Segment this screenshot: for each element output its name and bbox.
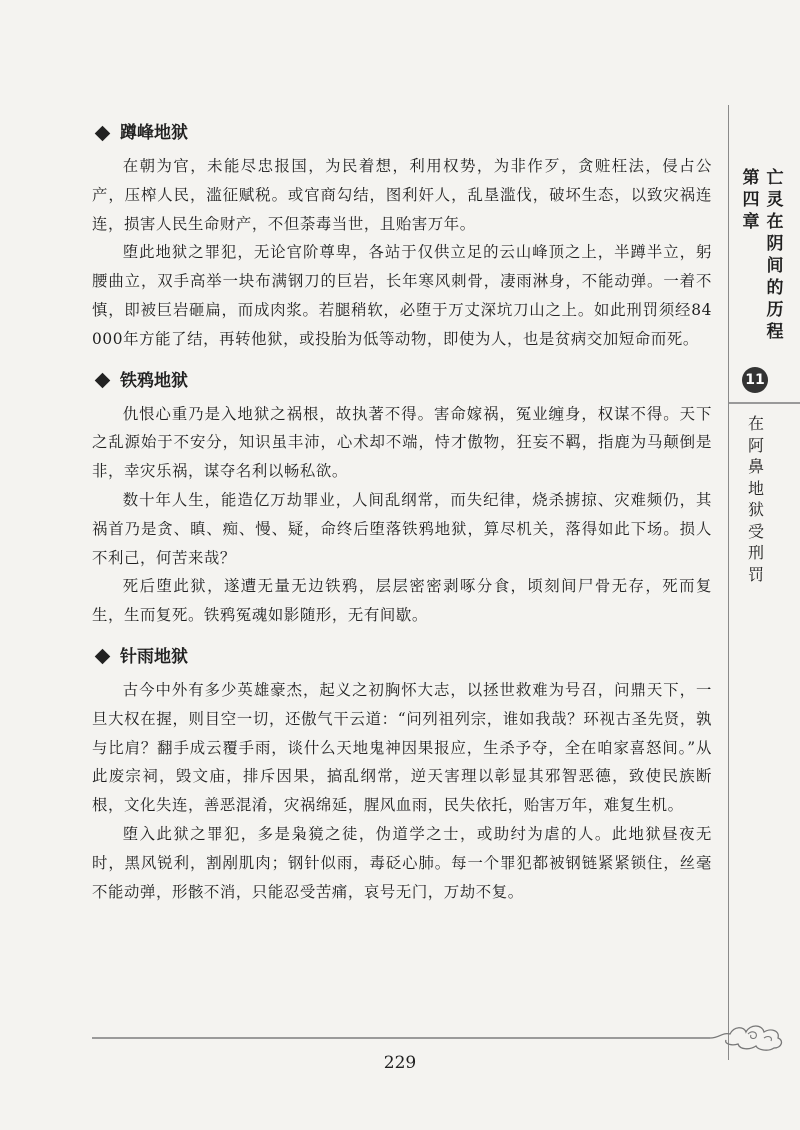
vertical-char: 亡 [766, 168, 784, 188]
section-tieya [92, 368, 712, 630]
paragraph: 数十年人生，能造亿万劫罪业，人间乱纲常，而失纪律，烧杀掳掠、灾难频仍，其祸首乃是贪、瞋、痴、慢、疑，命终后堕落铁鸦地狱，算尽机关，落得如此下场。损人不利己，何苦来哉？ [92, 490, 712, 567]
vertical-char: 罚 [747, 564, 764, 584]
paragraph: 古今中外有多少英雄豪杰，起义之初胸怀大志，以拯世救难为号召，问鼎天下，一旦大权在握，则目空一切，还傲气干云道：“问列祖列宗，谁如我哉？环视古圣先贤，孰与比肩？翻手成云覆手雨，谈什么天地鬼神因果报应，生杀予夺，全在咱家喜怒间。”从此废宗祠，毁文庙，排斥因果，搞乱纲常，逆天害理以彰显其邪智恶德，致使民族断根，文化失连，善恶混淆，灾祸绵延，腥风血雨，民失依托，贻害万年，难复生机。 [92, 680, 712, 815]
sidebar-divider [729, 402, 800, 404]
vertical-char: 灵 [766, 190, 784, 210]
chapter-sidebar [728, 105, 800, 1060]
chapter-title [763, 167, 787, 343]
section-title [92, 368, 712, 394]
vertical-char: 在 [747, 414, 764, 433]
vertical-char: 狱 [747, 500, 764, 519]
section-zhenyu [92, 644, 712, 906]
vertical-char: 第 [742, 168, 760, 188]
sidebar-chapter-heading [734, 167, 792, 343]
vertical-char: 在 [766, 212, 784, 232]
vertical-char: 间 [766, 256, 784, 276]
vertical-char: 阿 [747, 435, 764, 455]
vertical-char: 受 [747, 521, 764, 541]
section-dunfeng [92, 120, 712, 354]
diamond-bullet-icon [95, 125, 111, 141]
section-title [92, 120, 712, 146]
diamond-bullet-icon [95, 649, 111, 665]
vertical-char: 程 [766, 322, 784, 342]
paragraph: 在朝为官，未能尽忠报国，为民着想，利用权势，为非作歹，贪赃枉法，侵占公产，压榨人民，滥征赋税。或官商勾结，图利奸人，乱垦滥伐，破坏生态，以致灾祸连连，损害人民生命财产，不但荼毒当世，且贻害万年。 [92, 157, 712, 233]
section-label [745, 413, 767, 585]
paragraph: 堕此地狱之罪犯，无论官阶尊卑，各站于仅供立足的云山峰顶之上，半蹲半立，躬腰曲立，双手高举一块布满钢刀的巨岩，长年寒风刺骨，凄雨淋身，不能动弹。一着不慎，即被巨岩砸扁，而成肉浆。若腿稍软，必堕于万丈深坑刀山之上。如此刑罚须经84 000年方能了结，再转他狱，或投胎为低等动物，即使为人，也是贫病交加短命而死。 [92, 243, 712, 348]
vertical-char: 历 [766, 300, 784, 320]
section-title-text: 铁鸦地狱 [120, 370, 188, 391]
vertical-text [739, 167, 763, 233]
vertical-char: 的 [766, 278, 784, 298]
section-title [92, 644, 712, 670]
paragraph: 仇恨心重乃是入地狱之祸根，故执著不得。害命嫁祸，冤业缠身，权谋不得。天下之乱源始于不安分，知识虽丰沛，心术却不端，恃才傲物，狂妄不羁，指鹿为马颠倒是非，幸灾乐祸，谋夺名利以畅私欲。 [92, 404, 712, 481]
footer-rule [92, 1037, 710, 1039]
section-title-text: 蹲峰地狱 [120, 123, 188, 143]
chapter-label [739, 167, 763, 343]
vertical-char: 鼻 [747, 457, 764, 476]
vertical-char: 四 [742, 190, 760, 210]
paragraph: 死后堕此狱，遂遭无量无边铁鸦，层层密密剥啄分食，顷刻间尸骨无存，死而复生，生而复死。铁鸦冤魂如影随形，无有间歇。 [92, 577, 712, 625]
vertical-char: 章 [742, 212, 760, 232]
vertical-char: 地 [747, 478, 764, 498]
page-number: 229 [383, 1053, 417, 1073]
section-title-text: 针雨地狱 [120, 646, 188, 667]
cloud-ornament-icon [708, 1018, 788, 1054]
vertical-char: 阴 [766, 234, 784, 254]
chapter-number-badge: 11 [742, 367, 768, 393]
diamond-bullet-icon [95, 373, 111, 389]
vertical-text [763, 167, 787, 343]
vertical-char: 刑 [747, 543, 764, 562]
main-content [92, 120, 712, 920]
vertical-text [745, 413, 767, 585]
paragraph: 堕入此狱之罪犯，多是枭獍之徒，伪道学之士，或助纣为虐的人。此地狱昼夜无时，黑风锐利，割剐肌肉；钢针似雨，毒砭心肺。每一个罪犯都被钢链紧紧锁住，丝毫不能动弹，形骸不消，只能忍受苦痛，哀号无门，万劫不复。 [92, 824, 712, 901]
